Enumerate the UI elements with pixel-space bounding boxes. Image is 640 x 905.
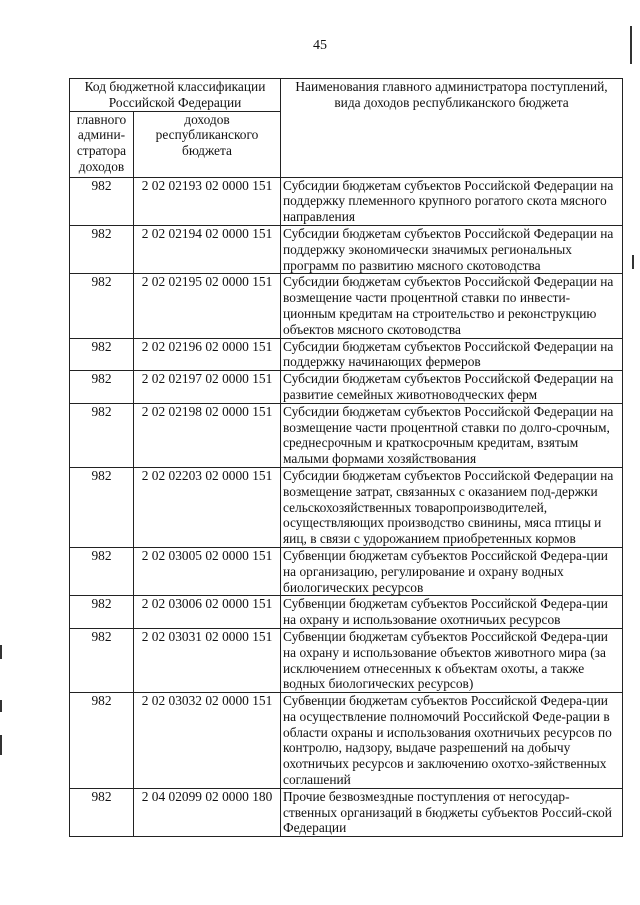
income-name-cell: Прочие безвозмездные поступления от негосудар-ственных организаций в бюджеты субъектов Россий-ской Федерации	[281, 788, 623, 836]
scan-edge-mark-right	[632, 255, 634, 269]
table-body	[70, 177, 623, 837]
admin-code-cell: 982	[70, 177, 134, 225]
table-row	[70, 338, 623, 371]
admin-code-cell: 982	[70, 403, 134, 467]
scan-edge-mark-left-2	[0, 700, 2, 712]
income-name-cell: Субсидии бюджетам субъектов Российской Федерации на возмещение части процентной ставки по долго-срочным, среднесрочным и краткосрочным кредитам, взятым малыми формами хозяйствования	[281, 403, 623, 467]
income-name-cell: Субсидии бюджетам субъектов Российской Федерации на возмещение части процентной ставки по инвести-ционным кредитам на строительство и реконструкцию объектов мясного скотоводства	[281, 274, 623, 338]
admin-code-cell: 982	[70, 693, 134, 789]
table-row	[70, 547, 623, 595]
admin-code-cell: 982	[70, 338, 134, 371]
admin-code-cell: 982	[70, 274, 134, 338]
scan-edge-mark-top	[630, 26, 632, 64]
table-row	[70, 467, 623, 547]
scan-edge-mark-left-3	[0, 735, 2, 755]
table-row	[70, 788, 623, 836]
income-name-cell: Субвенции бюджетам субъектов Российской Федера-ции на организацию, регулирование и охрану водных биологических ресурсов	[281, 547, 623, 595]
admin-code-cell: 982	[70, 596, 134, 629]
admin-code-cell: 982	[70, 225, 134, 273]
income-code-cell: 2 02 03005 02 0000 151	[134, 547, 281, 595]
header-main-administrator: главного админи-стратора доходов	[70, 111, 134, 177]
admin-code-cell: 982	[70, 547, 134, 595]
income-name-cell: Субвенции бюджетам субъектов Российской Федера-ции на охрану и использование объектов животного мира (за исключением отнесенных к объектам охоты, а также водных биологических ресурсов)	[281, 628, 623, 692]
table-row	[70, 403, 623, 467]
income-name-cell: Субсидии бюджетам субъектов Российской Федерации на возмещение затрат, связанных с оказанием под-держки сельскохозяйственных товаропроизводителей, осуществляющих производство свинины, мяса птицы и яиц, в связи с удорожанием приобретенных кормов	[281, 467, 623, 547]
income-name-cell: Субсидии бюджетам субъектов Российской Федерации на поддержку племенного крупного рогатого скота мясного направления	[281, 177, 623, 225]
income-code-cell: 2 02 02196 02 0000 151	[134, 338, 281, 371]
income-code-cell: 2 02 02194 02 0000 151	[134, 225, 281, 273]
header-classification-code: Код бюджетной классификации Российской Федерации	[70, 79, 281, 112]
income-code-cell: 2 02 03006 02 0000 151	[134, 596, 281, 629]
table-row	[70, 225, 623, 273]
income-code-cell: 2 02 02193 02 0000 151	[134, 177, 281, 225]
income-name-cell: Субвенции бюджетам субъектов Российской Федера-ции на осуществление полномочий Российской Феде-рации в области охраны и использования охотничьих ресурсов по контролю, надзору, выдаче разрешений на добычу охотничьих ресурсов и заключению охотхо-зяйственных соглашений	[281, 693, 623, 789]
header-row-group	[70, 79, 623, 112]
scan-edge-mark-left-1	[0, 645, 2, 659]
budget-classification-table	[69, 78, 623, 837]
income-code-cell: 2 02 02198 02 0000 151	[134, 403, 281, 467]
table-row	[70, 693, 623, 789]
table-row	[70, 628, 623, 692]
admin-code-cell: 982	[70, 628, 134, 692]
admin-code-cell: 982	[70, 467, 134, 547]
table-row	[70, 177, 623, 225]
income-name-cell: Субсидии бюджетам субъектов Российской Федерации на поддержку экономически значимых региональных программ по развитию мясного скотоводства	[281, 225, 623, 273]
income-name-cell: Субсидии бюджетам субъектов Российской Федерации на развитие семейных животноводческих ферм	[281, 371, 623, 404]
income-code-cell: 2 02 02195 02 0000 151	[134, 274, 281, 338]
header-republican-income: доходов республиканского бюджета	[134, 111, 281, 177]
income-code-cell: 2 04 02099 02 0000 180	[134, 788, 281, 836]
table-row	[70, 274, 623, 338]
income-code-cell: 2 02 02197 02 0000 151	[134, 371, 281, 404]
table-row	[70, 371, 623, 404]
page-number: 45	[313, 38, 327, 53]
income-code-cell: 2 02 03032 02 0000 151	[134, 693, 281, 789]
admin-code-cell: 982	[70, 371, 134, 404]
admin-code-cell: 982	[70, 788, 134, 836]
income-code-cell: 2 02 03031 02 0000 151	[134, 628, 281, 692]
income-name-cell: Субсидии бюджетам субъектов Российской Федерации на поддержку начинающих фермеров	[281, 338, 623, 371]
table-row	[70, 596, 623, 629]
income-code-cell: 2 02 02203 02 0000 151	[134, 467, 281, 547]
header-administrator-name: Наименования главного администратора поступлений, вида доходов республиканского бюджета	[281, 79, 623, 178]
income-name-cell: Субвенции бюджетам субъектов Российской Федера-ции на охрану и использование охотничьих ресурсов	[281, 596, 623, 629]
